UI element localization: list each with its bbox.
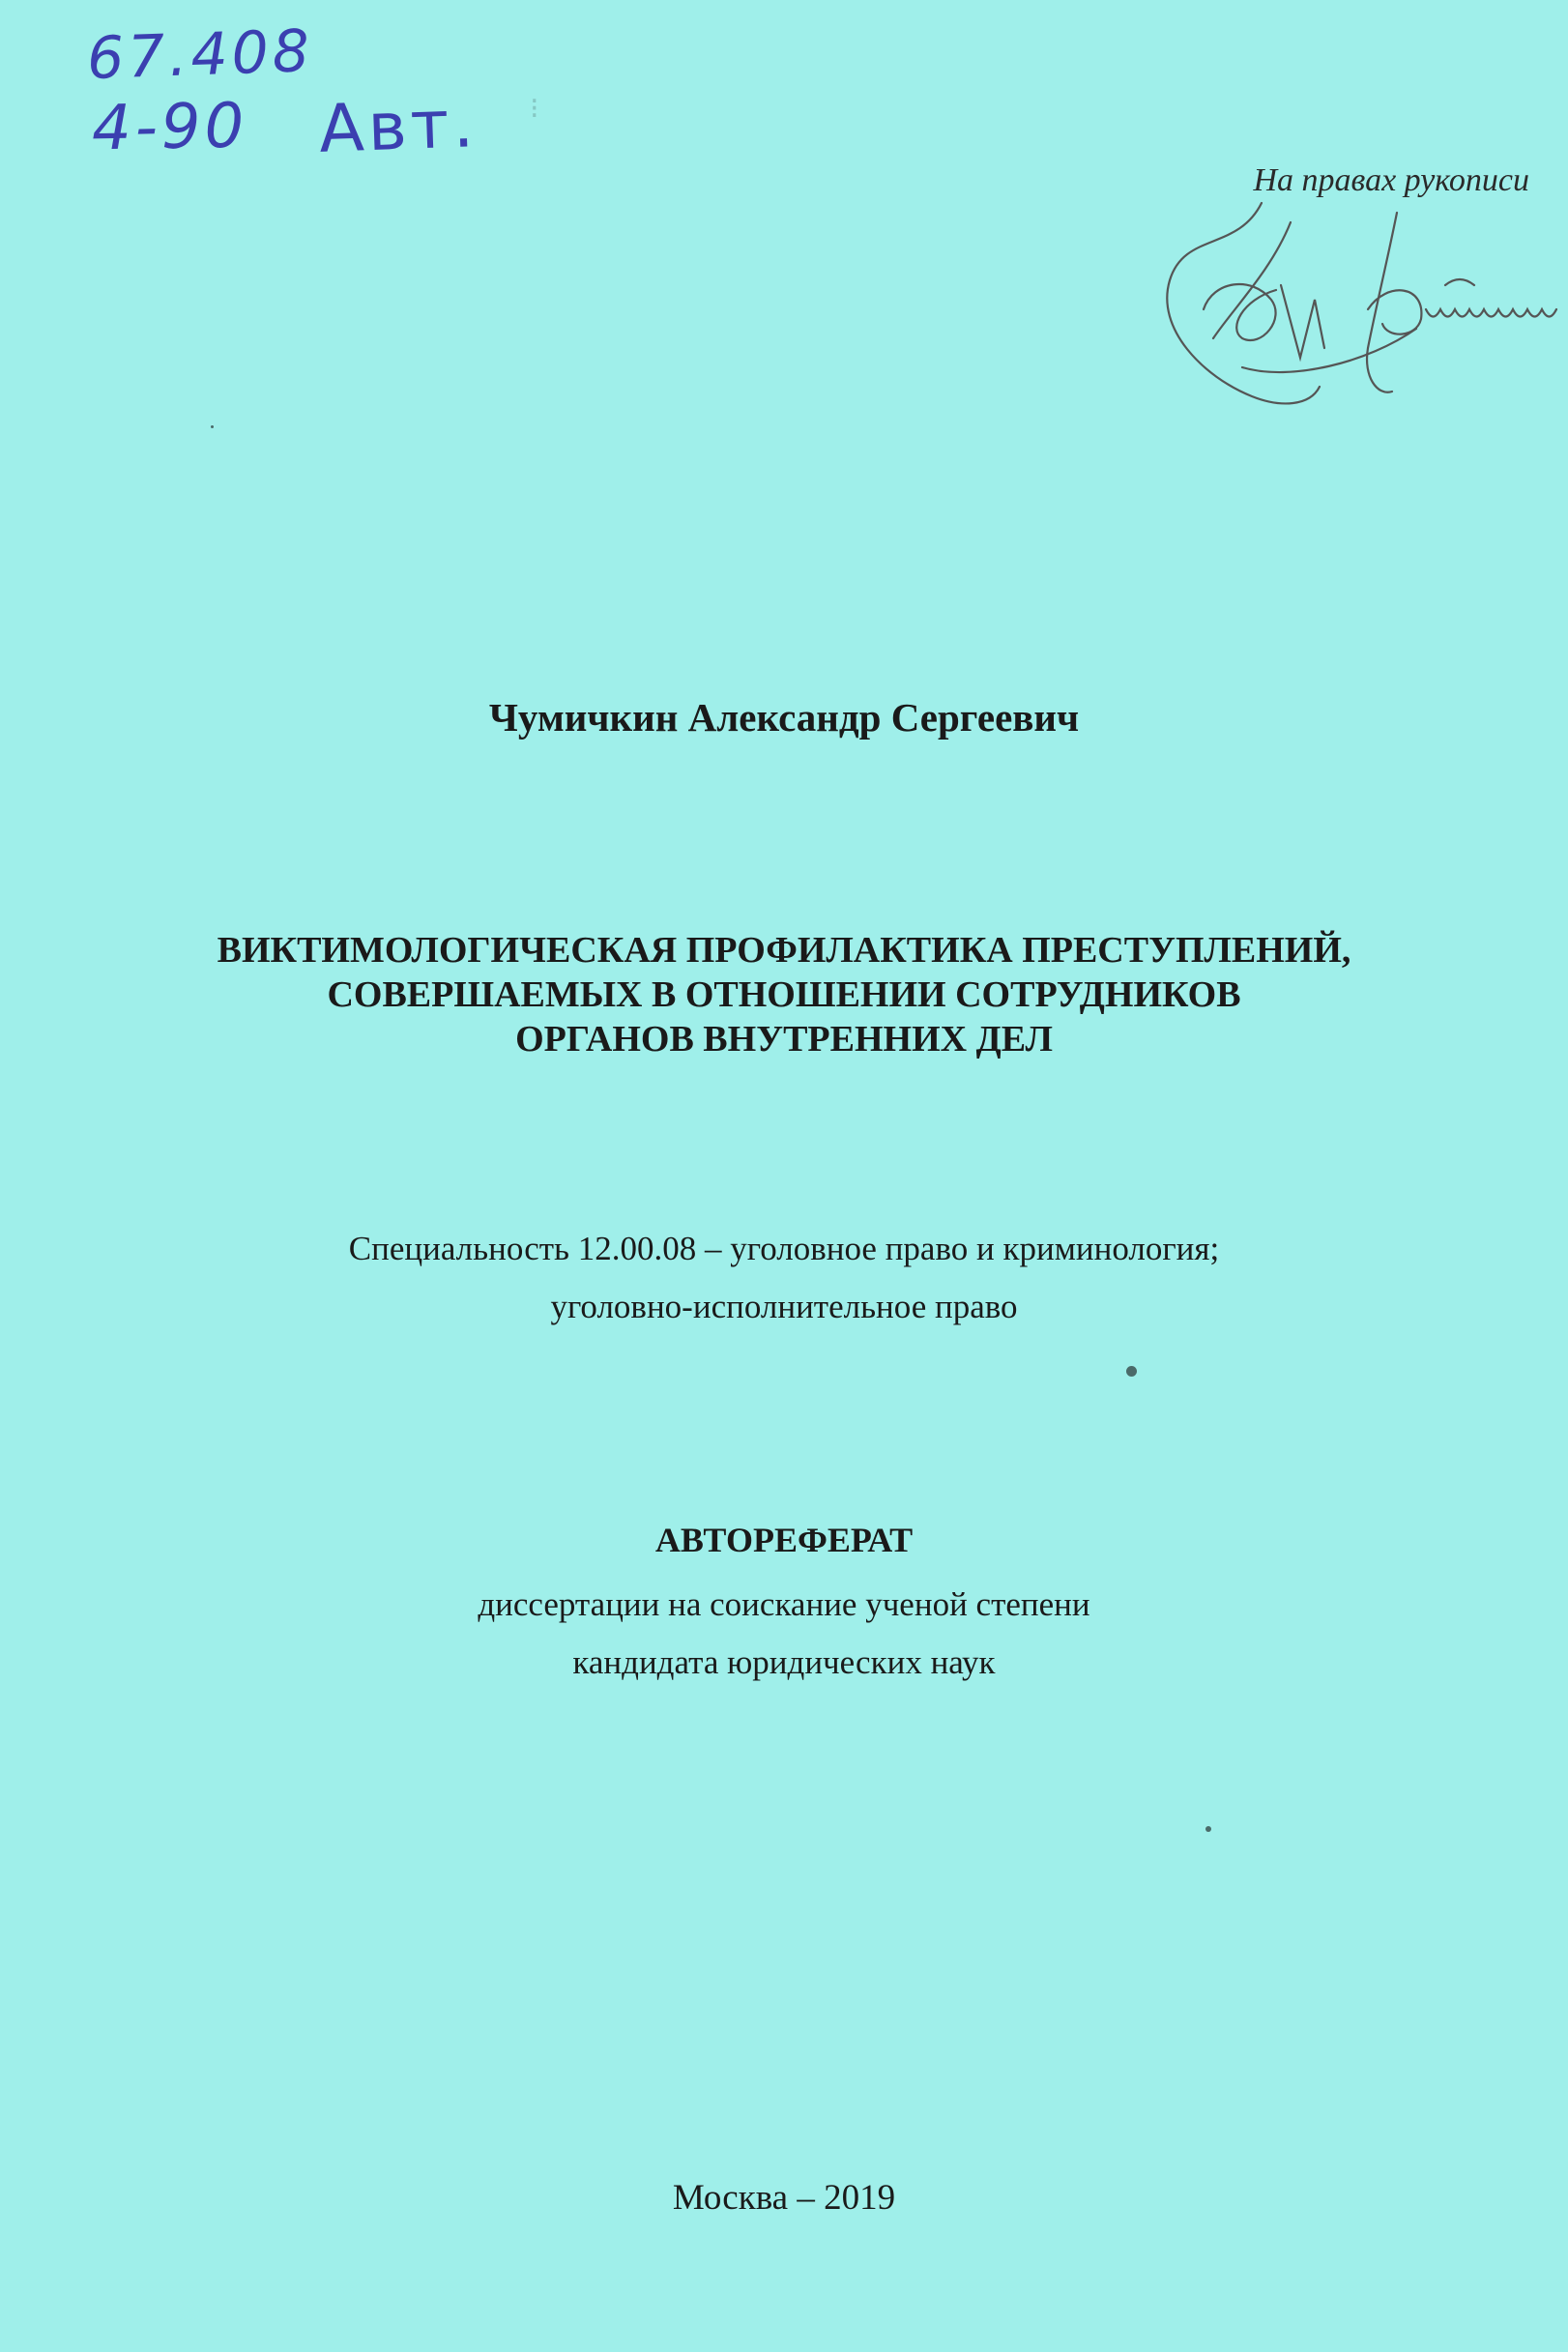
scan-speck <box>211 425 214 428</box>
abstract-line: кандидата юридических наук <box>572 1643 996 1681</box>
specialty-line: уголовно-исполнительное право <box>550 1288 1018 1325</box>
scan-speck <box>1126 1366 1137 1377</box>
author-name: Чумичкин Александр Сергеевич <box>488 695 1080 740</box>
title-line: ВИКТИМОЛОГИЧЕСКАЯ ПРОФИЛАКТИКА ПРЕСТУПЛЕНИЙ, <box>217 930 1351 971</box>
signature <box>1146 193 1568 435</box>
title-line: СОВЕРШАЕМЫХ В ОТНОШЕНИИ СОТРУДНИКОВ <box>327 974 1241 1015</box>
city-year: Москва – 2019 <box>672 2178 896 2218</box>
abstract-subtitle <box>0 1576 1568 1692</box>
abstract-line: диссертации на соискание ученой степени <box>478 1585 1090 1623</box>
handwritten-code-line1: 67.408 <box>85 16 315 94</box>
dissertation-title <box>0 928 1568 1061</box>
specialty <box>0 1220 1568 1336</box>
handwritten-code-suffix: Авт. <box>317 86 479 168</box>
abstract-heading: АВТОРЕФЕРАТ <box>654 1521 914 1559</box>
rights-note: На правах рукописи <box>1253 162 1529 198</box>
title-line: ОРГАНОВ ВНУТРЕННИХ ДЕЛ <box>515 1019 1053 1060</box>
scan-speck <box>1205 1826 1211 1832</box>
specialty-line: Специальность 12.00.08 – уголовное право и криминология; <box>348 1230 1220 1267</box>
handwritten-code-line2: 4-90 <box>91 90 248 165</box>
faint-mark: ⁝ <box>530 92 539 126</box>
